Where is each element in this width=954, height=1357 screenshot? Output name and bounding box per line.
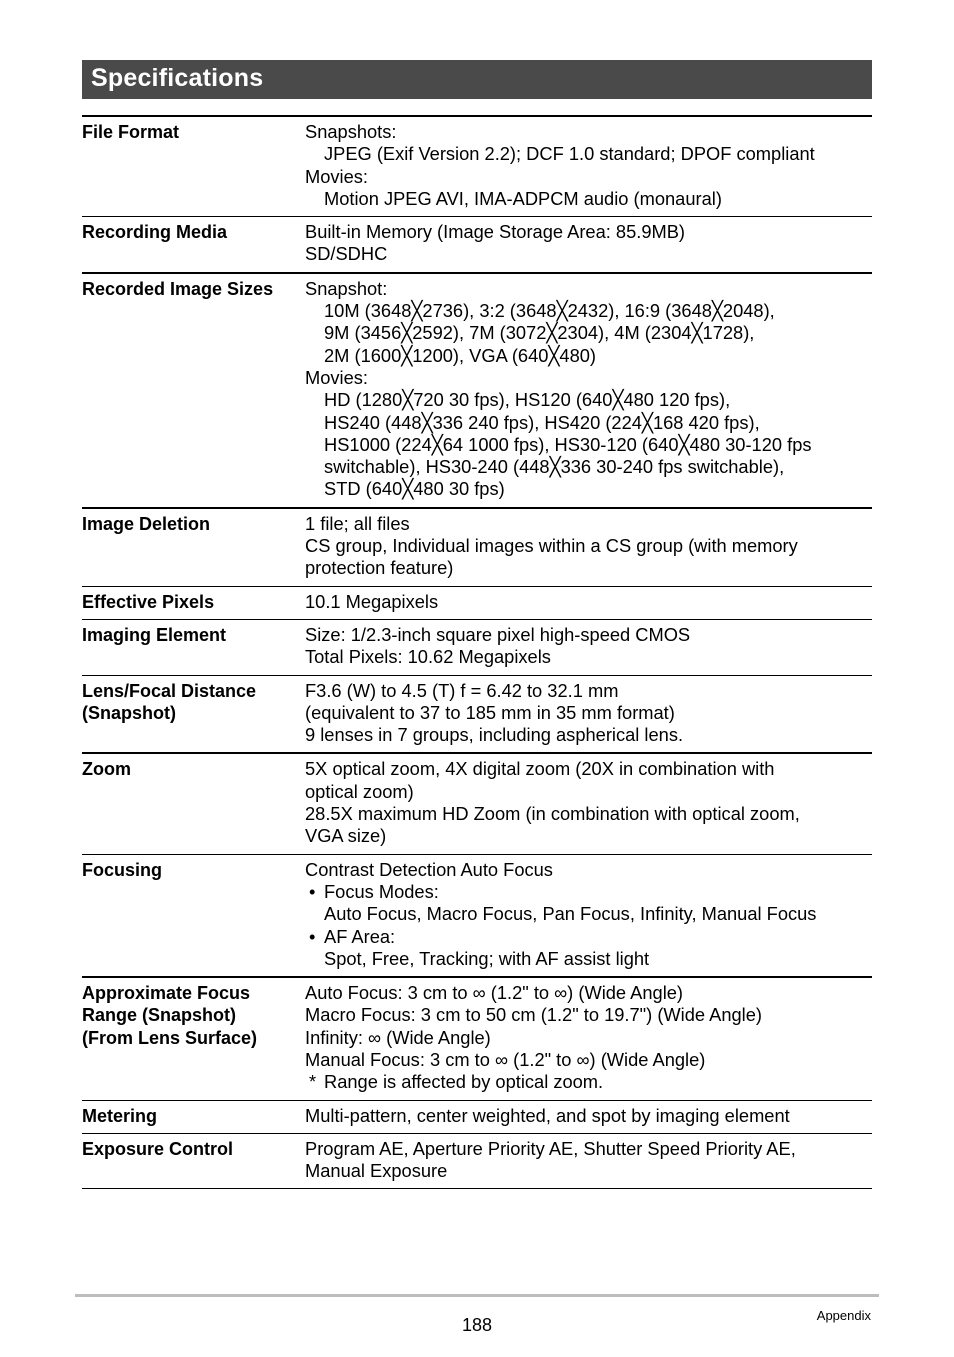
spec-value-text: SD/SDHC (305, 243, 388, 265)
spec-value-text: Auto Focus: 3 cm to ∞ (1.2" to ∞) (Wide Angle) (305, 982, 684, 1004)
spec-value-line (305, 188, 872, 210)
spec-label: Zoom (82, 759, 131, 780)
spec-value-text: Manual Focus: 3 cm to ∞ (1.2" to ∞) (Wide Angle) (305, 1048, 706, 1070)
spec-value-line (305, 412, 872, 434)
spec-label: Lens/Focal Distance (Snapshot) (82, 680, 257, 723)
spec-value-text: 2M (1600╳1200), VGA (640╳480) (324, 344, 597, 366)
spec-value-line (305, 1138, 872, 1160)
spec-value-line (305, 903, 872, 925)
spec-row (82, 587, 872, 620)
bullet-marker: • (309, 880, 316, 902)
spec-value-line (305, 1105, 872, 1127)
spec-value (305, 591, 872, 613)
spec-row (82, 509, 872, 587)
spec-value-line (305, 221, 872, 243)
spec-value-text: 10M (3648╳2736), 3:2 (3648╳2432), 16:9 (3648╳2048), (324, 300, 775, 322)
bullet-marker: • (309, 925, 316, 947)
spec-value-line (305, 859, 872, 881)
spec-value-text: protection feature) (305, 557, 454, 579)
spec-value-line (305, 724, 872, 746)
spec-value-text: Motion JPEG AVI, IMA-ADPCM audio (monaural) (324, 187, 722, 209)
spec-value-text: STD (640╳480 30 fps) (324, 478, 505, 500)
spec-value-line (305, 1027, 872, 1049)
spec-value-line (305, 758, 872, 780)
spec-value-line (305, 434, 872, 456)
page-number: 188 (461, 1315, 493, 1335)
spec-value-text: Snapshot: (305, 277, 388, 299)
spec-value-text: 9M (3456╳2592), 7M (3072╳2304), 4M (2304╳1728), (324, 322, 755, 344)
spec-value (305, 680, 872, 747)
spec-label: Imaging Element (82, 624, 227, 645)
spec-value-line (305, 557, 872, 579)
footer-section-name: Appendix (816, 1308, 871, 1323)
spec-value-text: Contrast Detection Auto Focus (305, 858, 553, 880)
spec-value-line (305, 367, 872, 389)
spec-label: File Format (82, 122, 180, 142)
spec-value (305, 758, 872, 847)
spec-label: Focusing (82, 859, 162, 880)
spec-value-line (305, 680, 872, 702)
spec-row (82, 978, 872, 1100)
spec-value-line (305, 456, 872, 478)
spec-value-text: HS1000 (224╳64 1000 fps), HS30-120 (640╳480 30-120 fps (324, 433, 812, 455)
spec-value-line (305, 948, 872, 970)
spec-value-text: Spot, Free, Tracking; with AF assist light (324, 947, 650, 969)
spec-value (305, 221, 872, 266)
spec-value-line (305, 121, 872, 143)
spec-value-line (305, 535, 872, 557)
spec-value-line (305, 781, 872, 803)
spec-label: Recording Media (82, 222, 228, 243)
spec-value-line (305, 243, 872, 265)
spec-value (305, 278, 872, 501)
spec-value-text: Macro Focus: 3 cm to 50 cm (1.2" to 19.7") (Wide Angle) (305, 1004, 762, 1026)
spec-value-line (305, 825, 872, 847)
spec-value-line (305, 624, 872, 646)
spec-value-text: 10.1 Megapixels (305, 590, 439, 612)
section-title-bar (82, 60, 872, 99)
spec-value-text: VGA size) (305, 825, 387, 847)
spec-value-line (305, 646, 872, 668)
spec-value-text: Program AE, Aperture Priority AE, Shutter Speed Priority AE, (305, 1137, 796, 1159)
spec-value-line (305, 1071, 872, 1093)
spec-value (305, 121, 872, 210)
spec-value-text: 1 file; all files (305, 512, 410, 534)
spec-label: Metering (82, 1105, 158, 1126)
spec-value (305, 624, 872, 669)
spec-value-text: F3.6 (W) to 4.5 (T) f = 6.42 to 32.1 mm (305, 679, 619, 701)
spec-value-text: Focus Modes: (324, 880, 439, 902)
spec-value-line (305, 513, 872, 535)
spec-value-line (305, 1049, 872, 1071)
spec-value-line (305, 982, 872, 1004)
spec-value-text: Range is affected by optical zoom. (324, 1071, 604, 1093)
spec-value (305, 1105, 872, 1127)
spec-label: Recorded Image Sizes (82, 278, 274, 299)
spec-value-text: 5X optical zoom, 4X digital zoom (20X in combination with (305, 758, 775, 780)
spec-value-text: 9 lenses in 7 groups, including aspherical lens. (305, 724, 684, 746)
spec-value-text: HD (1280╳720 30 fps), HS120 (640╳480 120 fps), (324, 389, 731, 411)
spec-row (82, 620, 872, 676)
spec-row (82, 676, 872, 755)
spec-value-text: Movies: (305, 366, 368, 388)
spec-value-line (305, 166, 872, 188)
spec-value-text: Auto Focus, Macro Focus, Pan Focus, Infinity, Manual Focus (324, 903, 817, 925)
spec-label: Approximate Focus Range (Snapshot) (From Lens Surface) (82, 983, 258, 1048)
spec-value-text: CS group, Individual images within a CS group (with memory (305, 535, 798, 557)
specifications-table (82, 115, 872, 1189)
spec-value-line (305, 300, 872, 322)
spec-label: Effective Pixels (82, 591, 215, 612)
spec-value-text: Snapshots: (305, 121, 397, 142)
spec-value (305, 859, 872, 970)
spec-value-line (305, 702, 872, 724)
spec-row (82, 855, 872, 978)
spec-value-line (305, 1004, 872, 1026)
spec-value-text: Built-in Memory (Image Storage Area: 85.9MB) (305, 221, 685, 243)
spec-value-text: Movies: (305, 165, 368, 187)
footer-divider (75, 1294, 879, 1297)
spec-value-text: Size: 1/2.3-inch square pixel high-speed CMOS (305, 623, 691, 645)
spec-value-text: AF Area: (324, 925, 396, 947)
spec-row (82, 1101, 872, 1134)
spec-value-text: optical zoom) (305, 780, 414, 802)
spec-row (82, 274, 872, 509)
spec-value-line (305, 143, 872, 165)
spec-value-line (305, 803, 872, 825)
spec-value-line (305, 345, 872, 367)
bullet-marker: * (309, 1071, 317, 1093)
spec-value-text: Infinity: ∞ (Wide Angle) (305, 1026, 491, 1048)
spec-value (305, 1138, 872, 1183)
spec-value-text: Multi-pattern, center weighted, and spot by imaging element (305, 1104, 790, 1126)
spec-label: Image Deletion (82, 513, 211, 534)
spec-row (82, 1134, 872, 1190)
spec-value-text: 28.5X maximum HD Zoom (in combination with optical zoom, (305, 803, 800, 825)
spec-value-line (305, 322, 872, 344)
spec-value-line (305, 881, 872, 903)
spec-label: Exposure Control (82, 1138, 234, 1159)
page-title: Specifications (91, 64, 264, 92)
spec-value (305, 982, 872, 1093)
spec-value-text: Total Pixels: 10.62 Megapixels (305, 646, 551, 668)
spec-value-line (305, 1160, 872, 1182)
spec-value-text: (equivalent to 37 to 185 mm in 35 mm format) (305, 701, 675, 723)
spec-value-line (305, 591, 872, 613)
spec-value-line (305, 278, 872, 300)
spec-value-text: switchable), HS30-240 (448╳336 30-240 fps switchable), (324, 456, 785, 478)
spec-row (82, 754, 872, 854)
spec-value-text: Manual Exposure (305, 1160, 448, 1182)
spec-value-text: JPEG (Exif Version 2.2); DCF 1.0 standard; DPOF compliant (324, 143, 815, 165)
spec-value (305, 513, 872, 580)
spec-value-line (305, 389, 872, 411)
spec-row (82, 117, 872, 217)
spec-value-text: HS240 (448╳336 240 fps), HS420 (224╳168 420 fps), (324, 411, 760, 433)
spec-row (82, 217, 872, 274)
spec-value-line (305, 926, 872, 948)
spec-value-line (305, 478, 872, 500)
